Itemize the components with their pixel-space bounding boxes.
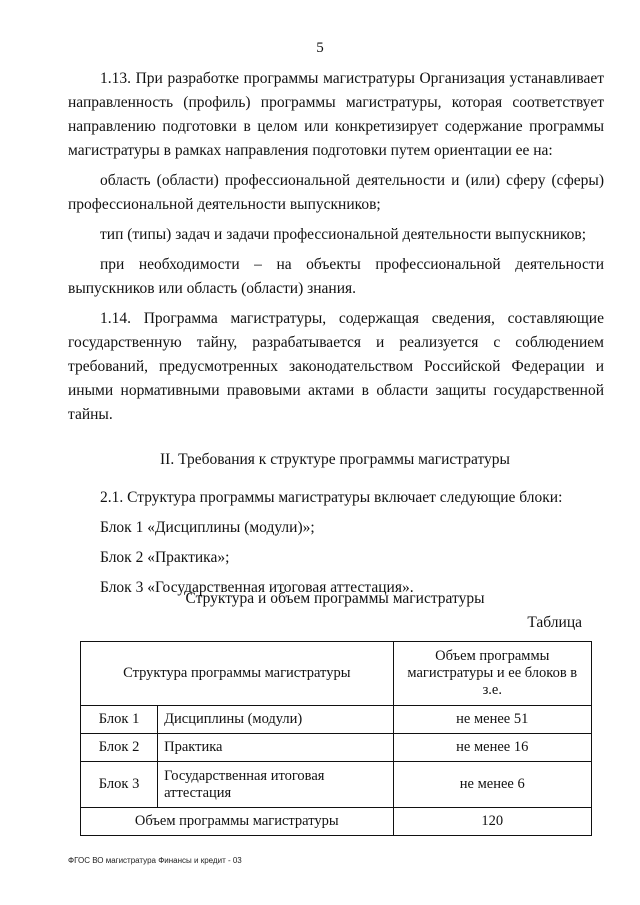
total-label: Объем программы магистратуры bbox=[81, 808, 394, 836]
row-block: Блок 2 bbox=[81, 734, 158, 762]
block-1-item: Блок 1 «Дисциплины (модули)»; bbox=[100, 519, 315, 536]
page-number: 5 bbox=[316, 40, 324, 56]
header-volume: Объем программы магистратуры и ее блоков в з.е. bbox=[393, 642, 591, 706]
row-volume: не менее 51 bbox=[393, 706, 591, 734]
total-value: 120 bbox=[393, 808, 591, 836]
paragraph-2-1: 2.1. Структура программы магистратуры включает следующие блоки: bbox=[100, 489, 563, 506]
row-name: Практика bbox=[158, 734, 393, 762]
section-title: II. Требования к структуре программы магистратуры bbox=[160, 451, 510, 468]
paragraph-1-13-item-1: область (области) профессиональной деятельности и (или) сферу (сферы) профессиональной деятельности выпускников; bbox=[68, 172, 604, 213]
table-row bbox=[81, 706, 592, 734]
section-2-1 bbox=[68, 486, 604, 600]
row-name: Государственная итоговая аттестация bbox=[158, 762, 393, 808]
table-label: Таблица bbox=[527, 614, 582, 631]
paragraph-1-13-item-2: тип (типы) задач и задачи профессиональной деятельности выпускников; bbox=[100, 226, 587, 243]
table-row bbox=[81, 762, 592, 808]
table-caption: Структура и объем программы магистратуры bbox=[185, 590, 485, 607]
table-total-row bbox=[81, 808, 592, 836]
row-block: Блок 1 bbox=[81, 706, 158, 734]
paragraph-1-13: 1.13. При разработке программы магистратуры Организация устанавливает направленность (профиль) программы магистратуры, которая соответствует направлению подготовки в целом или конкретизирует содержание программы магистратуры в рамках направления подготовки путем ориентации ее на: bbox=[68, 70, 604, 159]
row-volume: не менее 16 bbox=[393, 734, 591, 762]
table-row bbox=[81, 734, 592, 762]
paragraph-1-14: 1.14. Программа магистратуры, содержащая сведения, составляющие государственную тайну, разрабатывается и реализуется с соблюдением требований, предусмотренных законодательством Российской Федерации и иными нормативными правовыми актами в области защиты государственной тайны. bbox=[68, 310, 604, 423]
row-volume: не менее 6 bbox=[393, 762, 591, 808]
block-2-item: Блок 2 «Практика»; bbox=[100, 549, 230, 566]
structure-table bbox=[80, 641, 592, 836]
row-name: Дисциплины (модули) bbox=[158, 706, 393, 734]
row-block: Блок 3 bbox=[81, 762, 158, 808]
table-header-row bbox=[81, 642, 592, 706]
paragraph-1-13-item-3: при необходимости – на объекты профессиональной деятельности выпускников или область (области) знания. bbox=[68, 256, 604, 297]
header-structure: Структура программы магистратуры bbox=[81, 642, 394, 706]
block-3-item: Блок 3 «Государственная итоговая аттестация». bbox=[100, 579, 414, 596]
section-1-13 bbox=[68, 67, 604, 427]
footer: ФГОС ВО магистратура Финансы и кредит - 03 bbox=[68, 856, 242, 865]
